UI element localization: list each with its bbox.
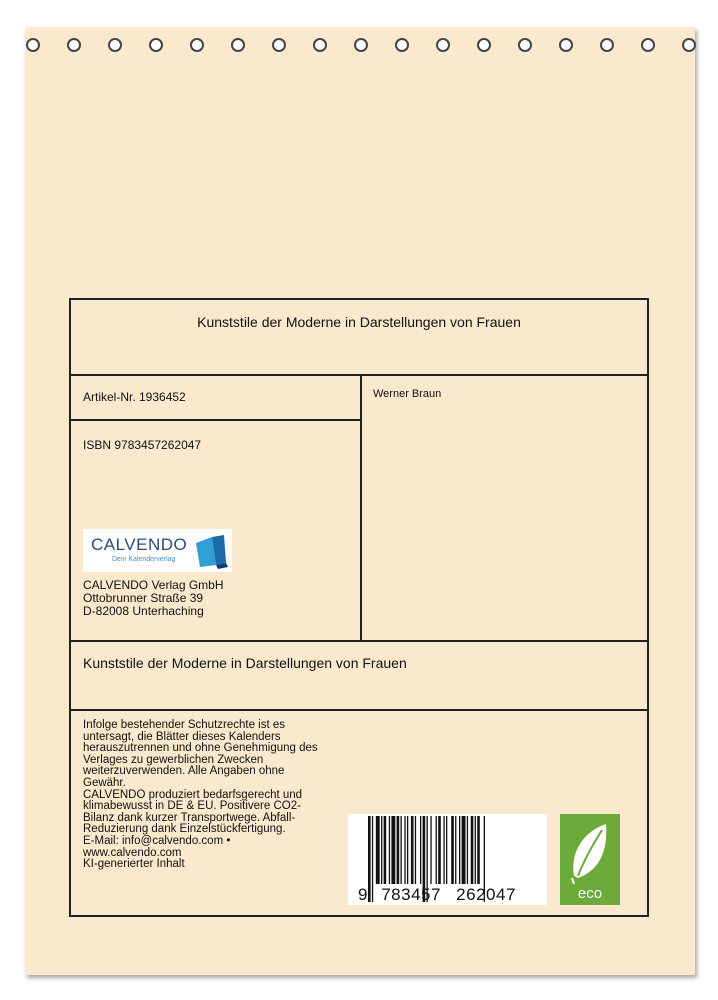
barcode-bar bbox=[411, 816, 414, 884]
legal-line: E-Mail: info@calvendo.com • bbox=[83, 834, 231, 847]
calvendo-logo bbox=[83, 529, 232, 572]
barcode-bar bbox=[471, 816, 474, 884]
divider bbox=[71, 640, 647, 642]
legal-line: Verlages zu gewerblichen Zwecken bbox=[83, 753, 264, 766]
isbn: ISBN 9783457262047 bbox=[83, 438, 202, 452]
binding-ring bbox=[436, 38, 450, 52]
barcode-bar bbox=[376, 816, 380, 884]
legal-notice bbox=[83, 720, 353, 871]
address-line: Ottobrunner Straße 39 bbox=[83, 591, 204, 605]
barcode-right-group: 262047 bbox=[456, 885, 516, 904]
legal-line: www.calvendo.com bbox=[83, 846, 182, 859]
binding-ring bbox=[559, 38, 573, 52]
binding-ring bbox=[354, 38, 368, 52]
calendar-title: Kunststile der Moderne in Darstellungen von Frauen bbox=[197, 314, 521, 330]
barcode-bar bbox=[438, 816, 441, 884]
barcode-bar bbox=[407, 816, 408, 884]
legal-line: Infolge bestehender Schutzrechte ist es bbox=[83, 719, 286, 731]
barcode-bar bbox=[391, 816, 395, 884]
address-line: D-82008 Unterhaching bbox=[83, 604, 204, 618]
barcode-first-digit: 9 bbox=[358, 885, 368, 904]
legal-line: untersagt, die Blätter dieses Kalenders bbox=[83, 730, 281, 743]
legal-line: KI-generierter Inhalt bbox=[83, 858, 185, 871]
barcode-bar bbox=[475, 816, 476, 884]
logo-tagline: Dein Kalenderverlag bbox=[112, 556, 176, 563]
eco-label: eco bbox=[577, 885, 603, 902]
divider bbox=[71, 709, 647, 711]
legal-line: weiterzuverwenden. Alle Angaben ohne bbox=[83, 765, 285, 778]
eco-badge bbox=[560, 814, 620, 905]
barcode-bar bbox=[420, 816, 421, 884]
barcode-bar bbox=[451, 816, 454, 884]
binding-ring bbox=[231, 38, 245, 52]
barcode-bar bbox=[477, 816, 480, 884]
binding-ring bbox=[108, 38, 122, 52]
calendar-page-icon bbox=[194, 533, 228, 569]
barcode-bar bbox=[459, 816, 460, 884]
eco-leaf-icon bbox=[560, 814, 620, 905]
binding-ring bbox=[149, 38, 163, 52]
binding-ring bbox=[272, 38, 286, 52]
logo-wordmark: CALVENDO bbox=[91, 535, 188, 554]
legal-line: Bilanz dank kurzer Transportwege. Abfall- bbox=[83, 811, 296, 824]
publisher-address bbox=[83, 579, 224, 618]
info-panel bbox=[69, 298, 649, 917]
barcode-bar bbox=[446, 816, 447, 884]
barcode-bar bbox=[397, 816, 400, 884]
legal-line: CALVENDO produziert bedarfsgerecht und bbox=[83, 788, 303, 801]
barcode-bar bbox=[455, 816, 456, 884]
ean-barcode bbox=[348, 814, 547, 905]
barcode-bar bbox=[384, 816, 387, 884]
legal-line: klimabewusst in DE & EU. Positivere CO2- bbox=[83, 800, 301, 813]
binding-ring bbox=[313, 38, 327, 52]
legal-line: herauszutrennen und ohne Genehmigung des bbox=[83, 742, 318, 755]
binding-ring bbox=[67, 38, 81, 52]
binding-ring bbox=[477, 38, 491, 52]
binding-ring bbox=[518, 38, 532, 52]
barcode-bar bbox=[415, 816, 416, 884]
barcode-bar bbox=[381, 816, 382, 884]
binding-rings bbox=[0, 0, 718, 60]
barcode-bar bbox=[430, 816, 431, 884]
binding-ring bbox=[682, 38, 696, 52]
divider bbox=[71, 419, 360, 421]
barcode-digits bbox=[358, 885, 516, 905]
calendar-title-secondary: Kunststile der Moderne in Darstellungen von Frauen bbox=[83, 655, 407, 671]
barcode-bar bbox=[462, 816, 466, 884]
barcode-bar bbox=[436, 816, 437, 884]
barcode-bar bbox=[467, 816, 468, 884]
article-number: Artikel-Nr. 1936452 bbox=[83, 390, 186, 404]
binding-ring bbox=[26, 38, 40, 52]
barcode-bar bbox=[404, 816, 405, 884]
binding-ring bbox=[190, 38, 204, 52]
legal-line: Reduzierung dank Einzelstückfertigung. bbox=[83, 823, 286, 836]
binding-ring bbox=[641, 38, 655, 52]
binding-ring bbox=[600, 38, 614, 52]
barcode-bar bbox=[401, 816, 402, 884]
legal-line: Gewähr. bbox=[83, 776, 126, 789]
barcode-bar bbox=[443, 816, 444, 884]
author-name: Werner Braun bbox=[373, 388, 442, 400]
divider bbox=[71, 374, 647, 376]
address-line: CALVENDO Verlag GmbH bbox=[83, 578, 224, 592]
barcode-left-group: 783457 bbox=[381, 885, 441, 904]
barcode-bar bbox=[389, 816, 390, 884]
binding-ring bbox=[395, 38, 409, 52]
column-divider bbox=[360, 374, 362, 640]
